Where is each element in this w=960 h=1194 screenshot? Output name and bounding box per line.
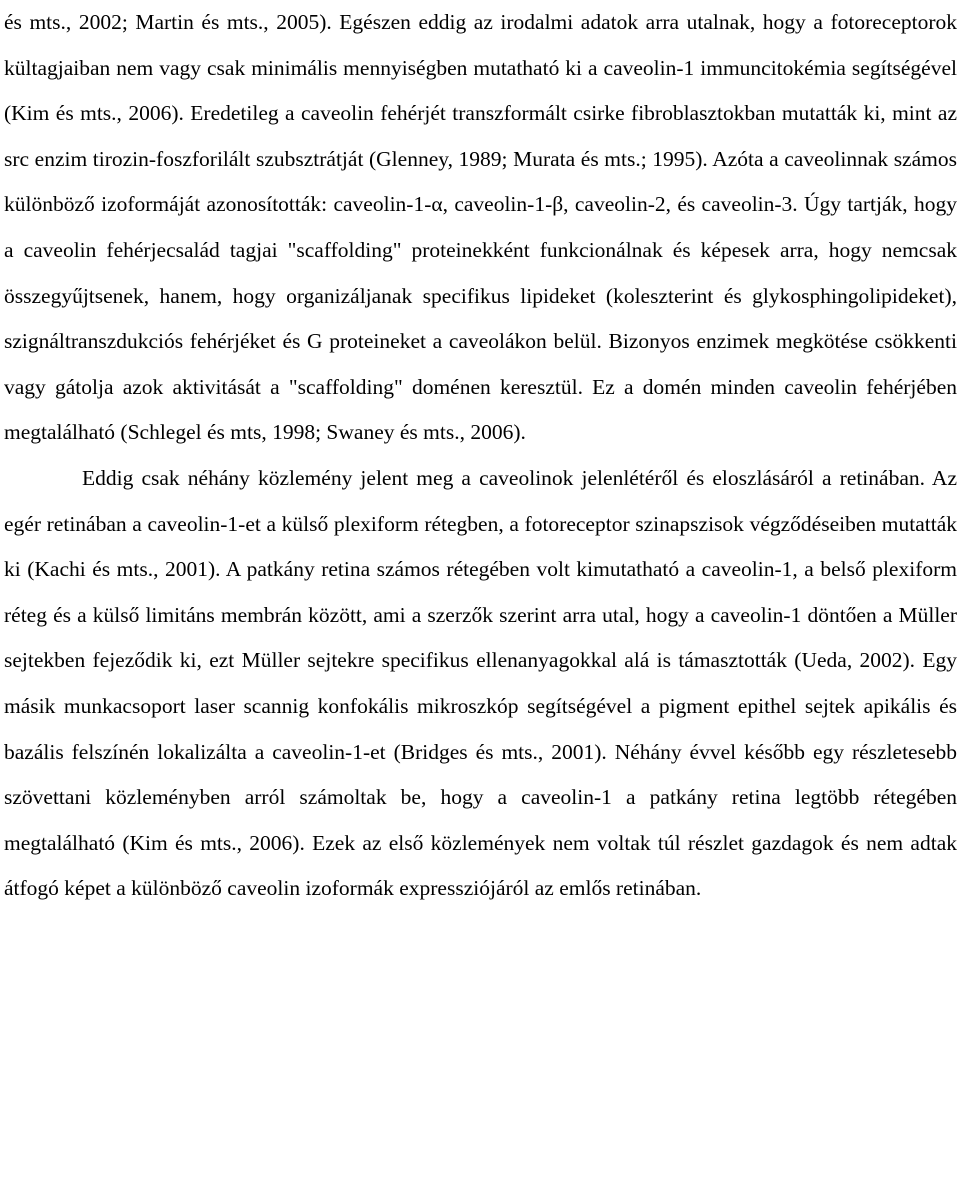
document-page <box>4 0 957 912</box>
paragraph-caveolin-background: és mts., 2002; Martin és mts., 2005). Egészen eddig az irodalmi adatok arra utalnak, hogy a fotoreceptorok kültagjaiban nem vagy csak minimális mennyiségben mutatható ki a caveolin-1 immuncitokémia segítségével (Kim és mts., 2006). Eredetileg a caveolin fehérjét transzformált csirke fibroblasztokban mutatták ki, mint az src enzim tirozin-foszforilált szubsztrátját (Glenney, 1989; Murata és mts.; 1995). Azóta a caveolinnak számos különböző izoformáját azonosították: caveolin-1-α, caveolin-1-β, caveolin-2, és caveolin-3. Úgy tartják, hogy a caveolin fehérjecsalád tagjai "scaffolding" proteinekként funkcionálnak és képesek arra, hogy nemcsak összegyűjtsenek, hanem, hogy organizáljanak specifikus lipideket (koleszterint és glykosphingolipideket), szignáltranszdukciós fehérjéket és G proteineket a caveolákon belül. Bizonyos enzimek megkötése csökkenti vagy gátolja azok aktivitását a "scaffolding" doménen keresztül. Ez a domén minden caveolin fehérjében megtalálható (Schlegel és mts, 1998; Swaney és mts., 2006). <box>4 10 957 445</box>
paragraph-caveolin-retina: Eddig csak néhány közlemény jelent meg a caveolinok jelenlétéről és eloszlásáról a retinában. Az egér retinában a caveolin-1-et a külső plexiform rétegben, a fotoreceptor szinapszisok végződéseiben mutatták ki (Kachi és mts., 2001). A patkány retina számos rétegében volt kimutatható a caveolin-1, a belső plexiform réteg és a külső limitáns membrán között, ami a szerzők szerint arra utal, hogy a caveolin-1 döntően a Müller sejtekben fejeződik ki, ezt Müller sejtekre specifikus ellenanyagokkal alá is támasztották (Ueda, 2002). Egy másik munkacsoport laser scannig konfokális mikroszkóp segítségével a pigment epithel sejtek apikális és bazális felszínén lokalizálta a caveolin-1-et (Bridges és mts., 2001). Néhány évvel később egy részletesebb szövettani közleményben arról számoltak be, hogy a caveolin-1 a patkány retina legtöbb rétegében megtalálható (Kim és mts., 2006). Ezek az első közlemények nem voltak túl részlet gazdagok és nem adtak átfogó képet a különböző caveolin izoformák expressziójáról az emlős retinában. <box>4 465 957 901</box>
